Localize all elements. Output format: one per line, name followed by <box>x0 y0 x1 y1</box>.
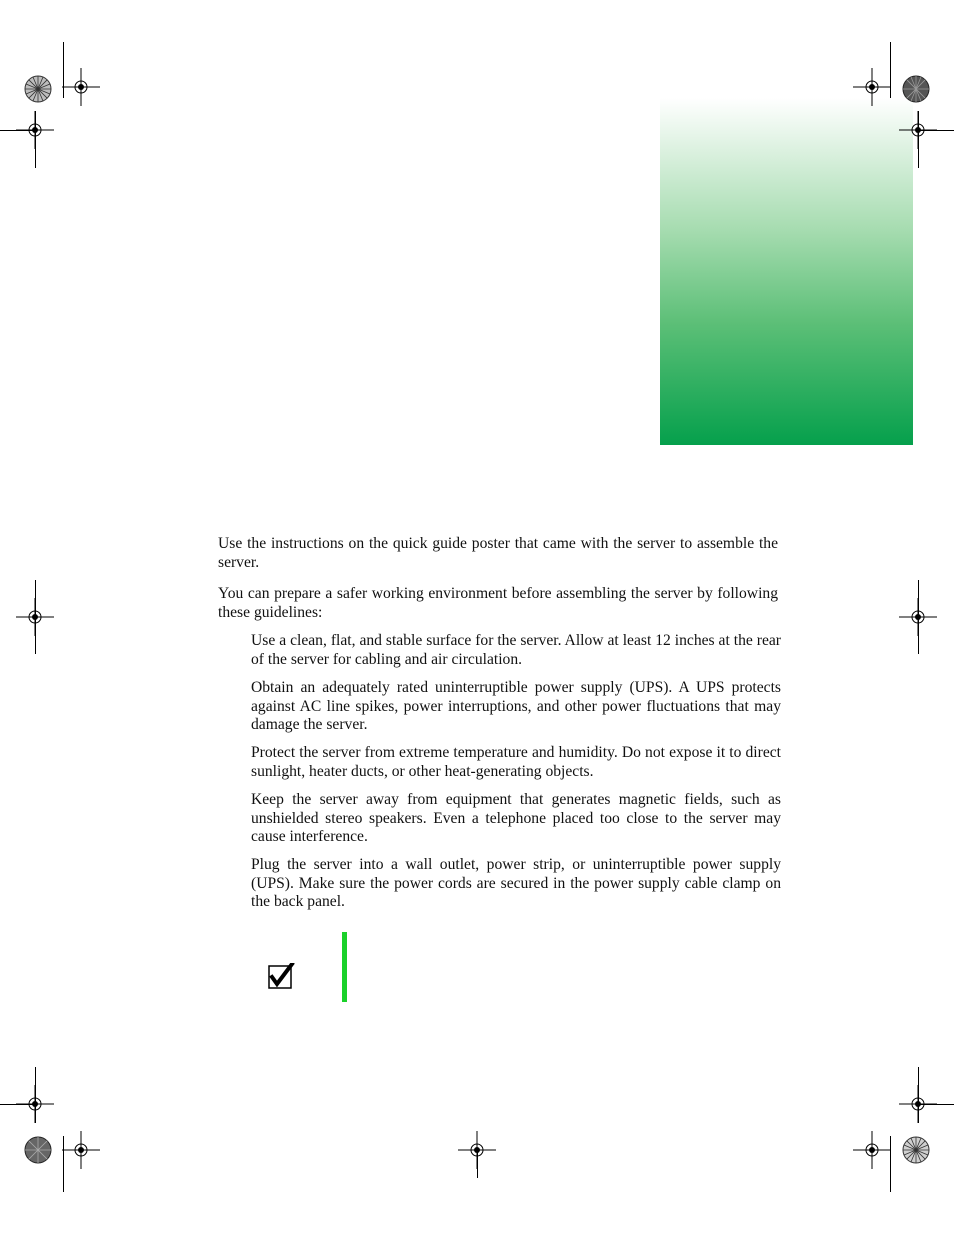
crop-line <box>918 130 954 131</box>
crop-line <box>35 580 36 654</box>
starburst-icon <box>902 75 930 103</box>
crop-line <box>35 1067 36 1123</box>
crop-line <box>890 42 891 98</box>
list-item: Protect the server from extreme temperature and humidity. Do not expose it to direct sunlight, heater ducts, or other heat-generating objects. <box>251 744 781 780</box>
crop-line <box>918 1104 954 1105</box>
crop-line <box>63 1136 64 1192</box>
starburst-icon <box>902 1136 930 1164</box>
crop-line <box>918 111 919 168</box>
crosshair-icon <box>853 1131 891 1169</box>
crosshair-icon <box>62 1131 100 1169</box>
guidelines-intro: You can prepare a safer working environment before assembling the server by following these guidelines: <box>218 585 778 621</box>
list-item: Obtain an adequately rated uninterruptible power supply (UPS). A UPS protects against AC line spikes, power interruptions, and other power fluctuations that may damage the server. <box>251 679 781 734</box>
checkmark-icon <box>268 963 295 990</box>
crosshair-icon <box>62 68 100 106</box>
crop-line <box>477 1150 478 1178</box>
crop-line <box>63 42 64 98</box>
crop-line <box>918 580 919 654</box>
intro-paragraph: Use the instructions on the quick guide poster that came with the server to assemble the server. <box>218 535 778 571</box>
crop-line <box>890 1136 891 1192</box>
crop-line <box>35 111 36 168</box>
starburst-icon <box>24 75 52 103</box>
starburst-icon <box>24 1136 52 1164</box>
crosshair-icon <box>853 68 891 106</box>
crop-line <box>918 1067 919 1123</box>
crop-line <box>0 130 35 131</box>
chapter-tab <box>660 98 913 445</box>
list-item: Keep the server away from equipment that generates magnetic fields, such as unshielded stereo speakers. Even a telephone placed too close to the server may cause interference. <box>251 791 781 846</box>
note-bar <box>342 932 347 1002</box>
list-item: Plug the server into a wall outlet, power strip, or uninterruptible power supply (UPS). Make sure the power cords are secured in the power supply cable clamp on the back panel. <box>251 856 781 911</box>
crop-line <box>0 1104 35 1105</box>
list-item: Use a clean, flat, and stable surface for the server. Allow at least 12 inches at the rear of the server for cabling and air circulation. <box>251 632 781 668</box>
